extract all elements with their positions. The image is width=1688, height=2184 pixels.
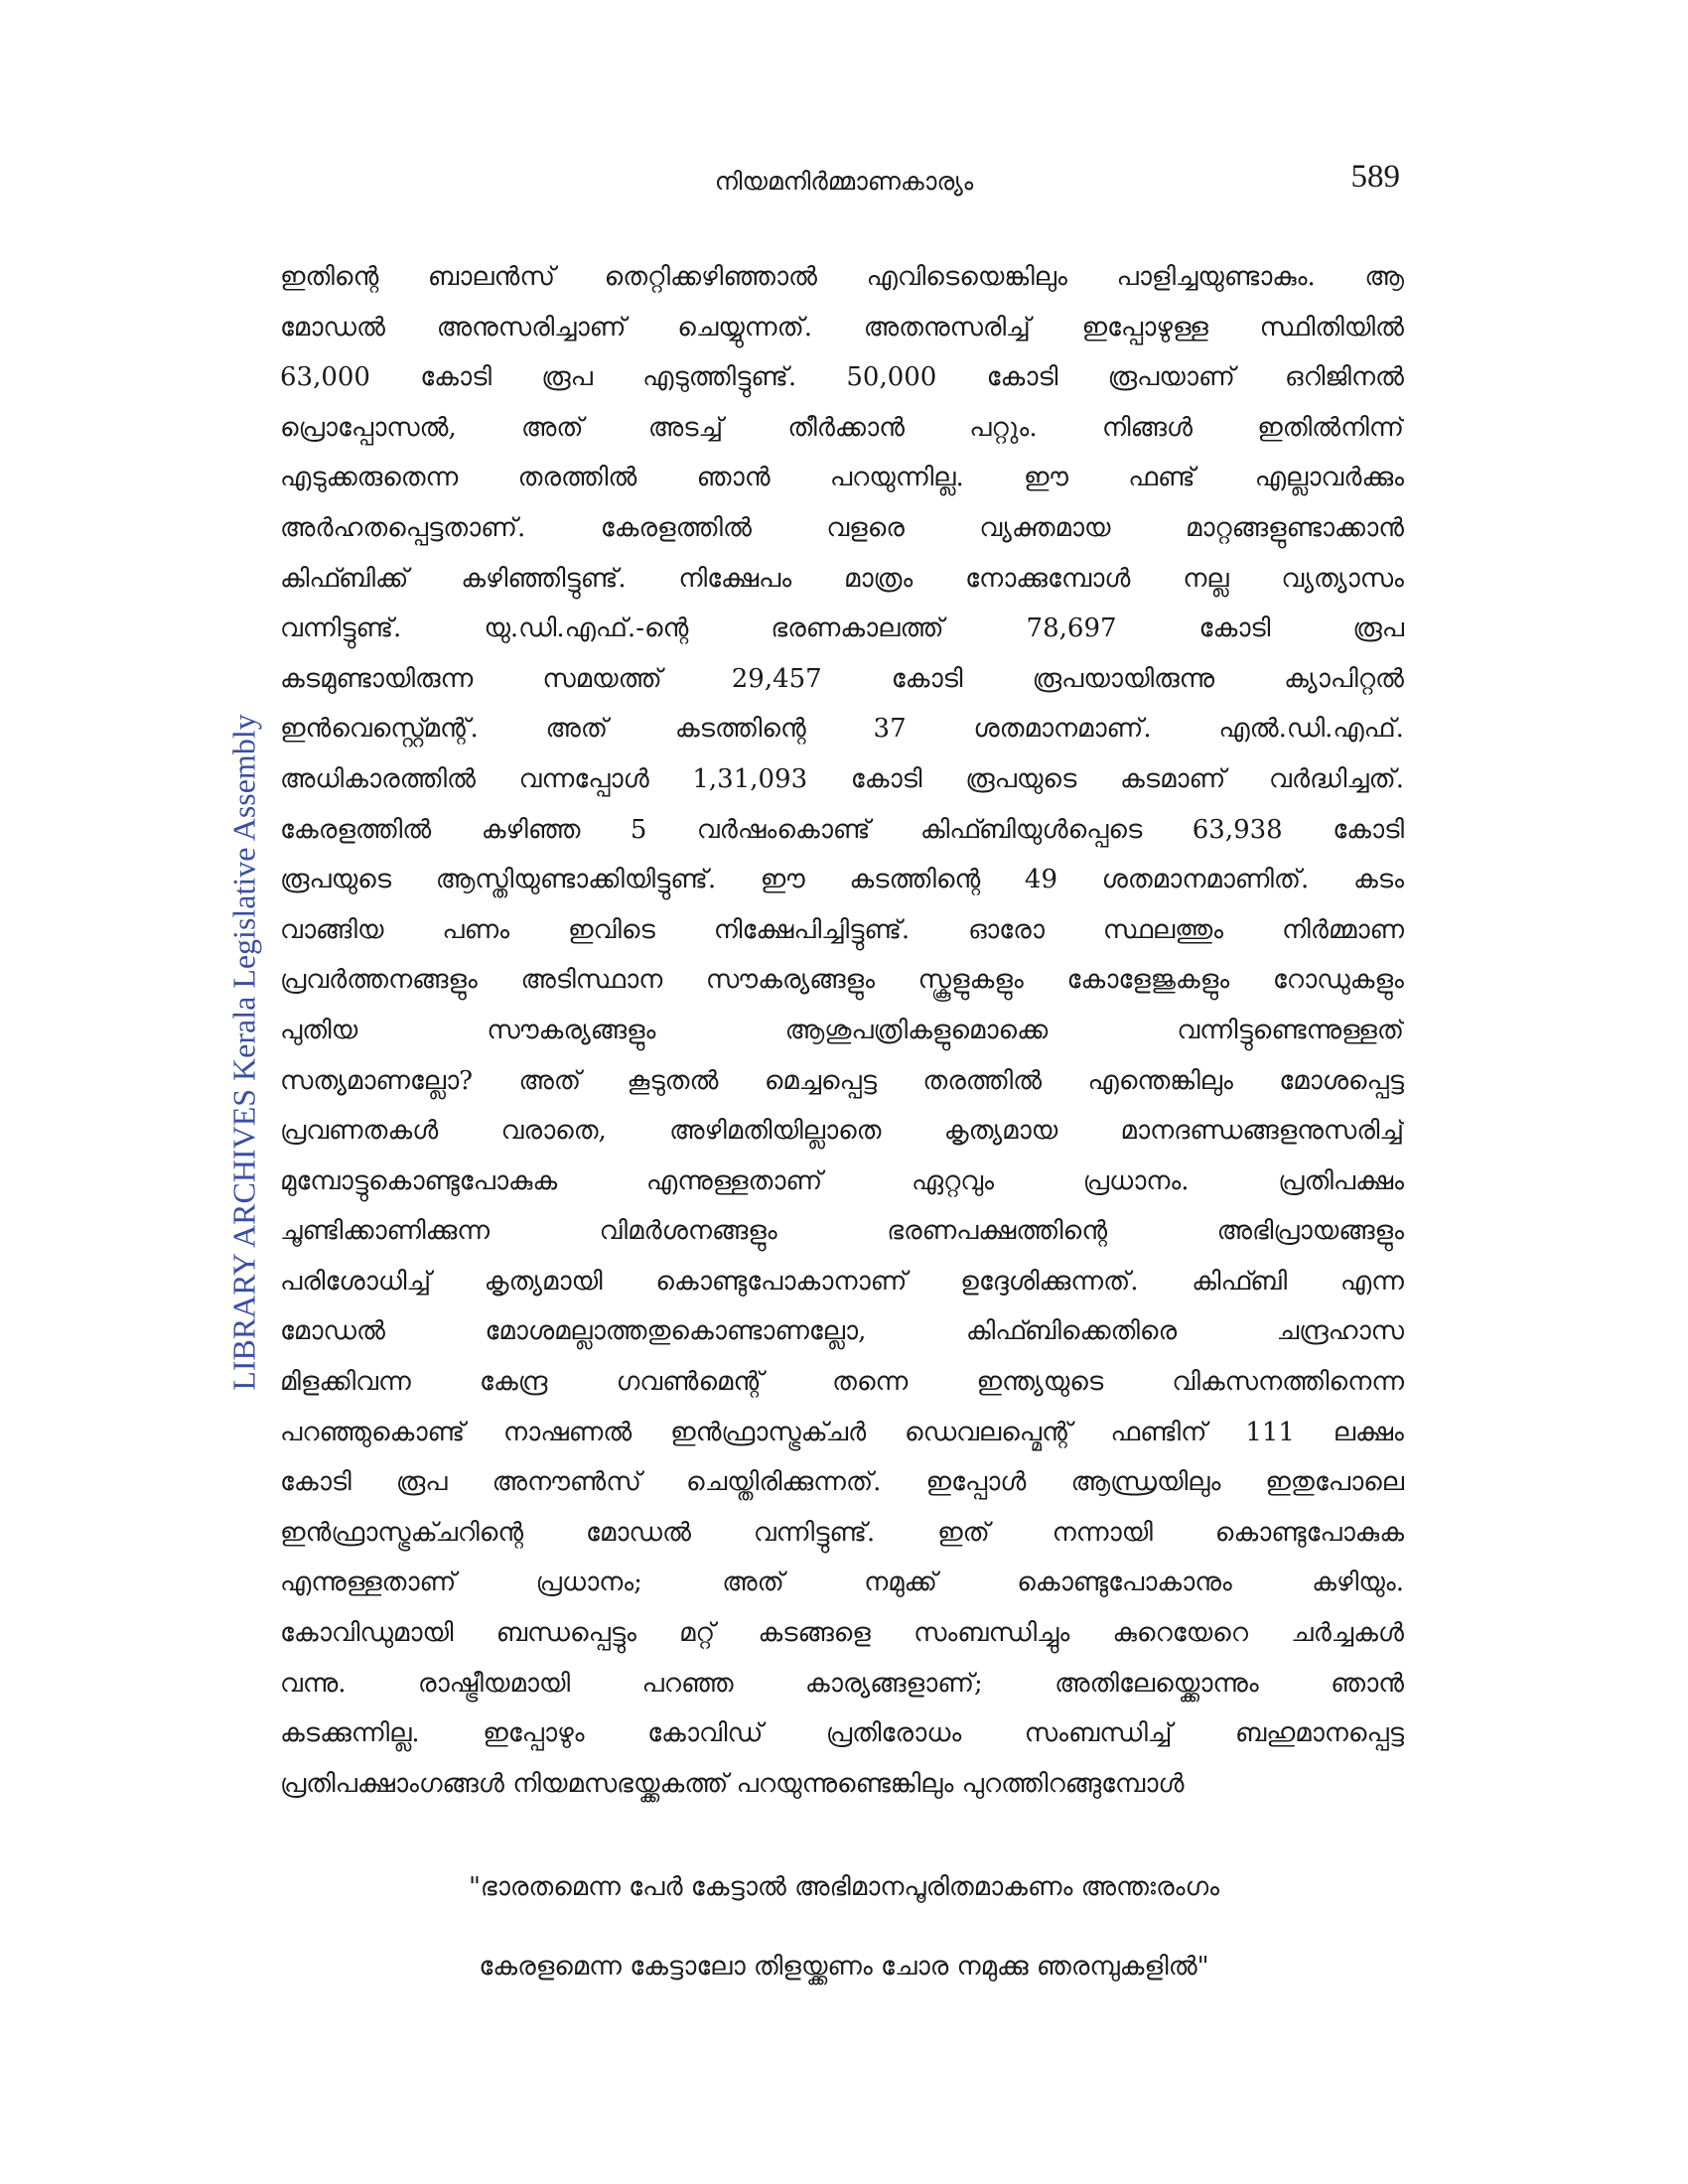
word: നിയമസഭയ്ക്കകത്ത് bbox=[512, 1768, 737, 1799]
word: പ്രതിരോധം bbox=[825, 1718, 962, 1749]
word: കുറെയേറെ bbox=[1112, 1618, 1248, 1649]
word: അർഹതപ്പെട്ടതാണ്. bbox=[280, 512, 526, 543]
body-line bbox=[280, 654, 1404, 705]
word: 1,31,093 bbox=[692, 763, 808, 794]
word: അത് bbox=[722, 1568, 784, 1598]
word: കഴിഞ്ഞിട്ടുണ്ട്. bbox=[461, 563, 627, 594]
word: പറ്റും. bbox=[969, 412, 1038, 443]
word: ഡെവലപ്മെന്റ് bbox=[905, 1417, 1072, 1447]
word: കോടി bbox=[850, 763, 922, 794]
word: പാളിച്ചയുണ്ടാകും. bbox=[1116, 262, 1316, 292]
word: പറഞ്ഞ bbox=[641, 1668, 734, 1699]
word: കോടി bbox=[280, 1467, 352, 1498]
word: വളരെ bbox=[826, 512, 905, 543]
word: വ്യക്തമായ bbox=[979, 512, 1111, 543]
body-line bbox=[280, 604, 1404, 654]
word: ഓരോ bbox=[968, 914, 1045, 945]
word: ഇവിടെ bbox=[567, 914, 655, 945]
word: പരിശോധിച്ച് bbox=[280, 1266, 432, 1297]
word: ചെയ്തിരിക്കുന്നത്. bbox=[686, 1467, 882, 1498]
word: 111 bbox=[1245, 1417, 1295, 1447]
word: വികസനത്തിനെന്ന bbox=[1172, 1367, 1404, 1398]
library-archives-watermark: LIBRARY ARCHIVES Kerala Legislative Assembly bbox=[225, 714, 262, 1391]
word: പ്രതിപക്ഷാംഗങ്ങൾ bbox=[280, 1768, 513, 1799]
word: പ്രതിപക്ഷം bbox=[1278, 1165, 1404, 1196]
word: സംബന്ധിച്ച് bbox=[1024, 1718, 1173, 1749]
word: റോഡുകളും bbox=[1272, 965, 1404, 996]
word: കോടി bbox=[986, 362, 1058, 393]
body-line bbox=[280, 704, 1404, 754]
word: 78,697 bbox=[1026, 614, 1117, 644]
word: 5 bbox=[630, 814, 647, 845]
word: കൂടുതൽ bbox=[627, 1065, 719, 1096]
word: രൂപ bbox=[395, 1467, 448, 1498]
word: ഫണ്ടിന് bbox=[1110, 1417, 1207, 1447]
word: ഞാൻ bbox=[1331, 1668, 1404, 1699]
word: പറയുന്നില്ല. bbox=[829, 463, 964, 493]
word: തെറ്റിക്കഴിഞ്ഞാൽ bbox=[604, 262, 817, 292]
word: സ്ഥിതിയിൽ bbox=[1259, 312, 1404, 342]
word: മുമ്പോട്ടുകൊണ്ടുപോകുക bbox=[280, 1165, 558, 1196]
word: വർഷംകൊണ്ട് bbox=[696, 814, 871, 845]
word: ആന്ധ്രയിലും bbox=[1070, 1467, 1221, 1498]
word: വാങ്ങിയ bbox=[280, 914, 384, 945]
word: അത് bbox=[545, 714, 609, 745]
word: കഴിയും. bbox=[1312, 1568, 1404, 1598]
word: സംബന്ധിച്ചും bbox=[914, 1618, 1070, 1649]
word: നന്നായി bbox=[1052, 1517, 1153, 1548]
word: കടങ്ങളെ bbox=[758, 1618, 871, 1649]
word: മെച്ചപ്പെട്ട bbox=[764, 1065, 877, 1096]
word: പണം bbox=[442, 914, 510, 945]
word: ആ bbox=[1364, 262, 1404, 292]
body-line bbox=[280, 1558, 1404, 1608]
word: മോശമല്ലാത്തതുകൊണ്ടാണല്ലോ, bbox=[485, 1316, 867, 1347]
word: കോടി bbox=[891, 663, 963, 694]
word: കൃത്യമായ bbox=[943, 1116, 1058, 1147]
word: നിങ്ങൾ bbox=[1101, 412, 1193, 443]
word: പറയുന്നുണ്ടെങ്കിലും bbox=[736, 1768, 962, 1799]
word: നമുക്ക് bbox=[864, 1568, 937, 1598]
body-line bbox=[280, 252, 1404, 303]
word: പ്രവർത്തനങ്ങളും bbox=[280, 965, 478, 996]
word: കിഫ്ബിക്ക് bbox=[280, 563, 409, 594]
word: ചെയ്യുന്നത്. bbox=[677, 312, 812, 342]
word: ശതമാനമാണ്. bbox=[973, 714, 1152, 745]
body-line bbox=[280, 453, 1404, 503]
word: തന്നെ bbox=[832, 1367, 909, 1398]
word: കഴിഞ്ഞ bbox=[481, 814, 581, 845]
word: മാറ്റങ്ങളുണ്ടാക്കാൻ bbox=[1185, 512, 1404, 543]
body-line bbox=[280, 1257, 1404, 1307]
body-line bbox=[280, 554, 1404, 605]
word: കിഫ്ബി bbox=[1192, 1266, 1288, 1297]
body-text bbox=[280, 252, 1404, 1809]
word: മോശപ്പെട്ട bbox=[1279, 1065, 1404, 1096]
word: ബന്ധപ്പെട്ടും bbox=[495, 1618, 636, 1649]
word: അടച്ച് bbox=[647, 412, 724, 443]
word: പുതിയ bbox=[280, 1015, 358, 1045]
word: കടമാണ് bbox=[1119, 763, 1226, 794]
word: കടത്തിന്റെ bbox=[849, 865, 981, 895]
word: ചൂണ്ടിക്കാണിക്കുന്ന bbox=[280, 1216, 491, 1247]
body-line bbox=[280, 503, 1404, 554]
word: കൊണ്ടുപോകുക bbox=[1214, 1517, 1404, 1548]
word: അനുസരിച്ചാണ് bbox=[436, 312, 627, 342]
body-line bbox=[280, 1659, 1404, 1709]
word: കടക്കുന്നില്ല. bbox=[280, 1718, 420, 1749]
body-line bbox=[280, 303, 1404, 353]
word: എല്ലാവർക്കും bbox=[1254, 463, 1404, 493]
word: എടുക്കരുതെന്ന bbox=[280, 463, 459, 493]
word: വർദ്ധിച്ചത്. bbox=[1269, 763, 1404, 794]
body-line bbox=[280, 403, 1404, 454]
word: വന്നിട്ടുണ്ട്. bbox=[753, 1517, 876, 1548]
word: ഇതിന്റെ bbox=[280, 262, 379, 292]
word: കേരളത്തിൽ bbox=[600, 512, 752, 543]
word: വന്നിട്ടുണ്ടെന്നുള്ളത് bbox=[1177, 1015, 1404, 1045]
word: ഇത് bbox=[937, 1517, 990, 1548]
word: വരാതെ, bbox=[500, 1116, 607, 1147]
word: ഇതുപോലെ bbox=[1265, 1467, 1404, 1498]
body-line bbox=[280, 1206, 1404, 1257]
word: കടമുണ്ടായിരുന്ന bbox=[280, 663, 474, 694]
word: കിഫ്ബിയുൾപ്പെടെ bbox=[919, 814, 1143, 845]
running-header-title: നിയമനിർമ്മാണകാര്യം bbox=[714, 167, 974, 196]
word: അടിസ്ഥാന bbox=[520, 965, 663, 996]
body-line bbox=[280, 905, 1404, 956]
word: നിക്ഷേപം bbox=[678, 563, 792, 594]
body-line bbox=[280, 1106, 1404, 1157]
word: ഈ bbox=[760, 865, 805, 895]
word: കേന്ദ്ര bbox=[480, 1367, 548, 1398]
word: ഫണ്ട് bbox=[1128, 463, 1196, 493]
word: ബഹുമാനപ്പെട്ട bbox=[1234, 1718, 1404, 1749]
word: 49 bbox=[1024, 865, 1058, 895]
word: അനൗൺസ് bbox=[492, 1467, 641, 1498]
quote-line-1: "ഭാരതമെന്ന പേർ കേട്ടാൽ അഭിമാനപൂരിതമാകണം അന്തഃരംഗം bbox=[468, 1872, 1220, 1902]
body-line bbox=[280, 1608, 1404, 1659]
word: ഭരണകാലത്ത് bbox=[771, 614, 944, 644]
body-line bbox=[280, 352, 1404, 403]
word: ചർച്ചകൾ bbox=[1291, 1618, 1404, 1649]
body-line bbox=[280, 1408, 1404, 1458]
word: മിളക്കിവന്ന bbox=[280, 1367, 411, 1398]
word: നിക്ഷേപിച്ചിട്ടുണ്ട്. bbox=[713, 914, 911, 945]
word: അതിലേയ്ക്കൊന്നും bbox=[1055, 1668, 1259, 1699]
word: ലക്ഷം bbox=[1333, 1417, 1404, 1447]
body-line bbox=[280, 754, 1404, 805]
word: എന്നുള്ളതാണ് bbox=[280, 1568, 457, 1598]
word: കോടി bbox=[1333, 814, 1404, 845]
word: കൊണ്ടുപോകാനും bbox=[1017, 1568, 1232, 1598]
word: മോഡൽ bbox=[280, 1316, 385, 1347]
word: 63,000 bbox=[280, 362, 370, 393]
word: ഈ bbox=[1024, 463, 1068, 493]
word: കോടി bbox=[1198, 614, 1271, 644]
body-line bbox=[280, 805, 1404, 856]
word: ഒറിജിനൽ bbox=[1285, 362, 1404, 393]
word: കേരളത്തിൽ bbox=[280, 814, 432, 845]
body-line bbox=[280, 1056, 1404, 1107]
word: 63,938 bbox=[1192, 814, 1283, 845]
word: മറ്റ് bbox=[679, 1618, 716, 1649]
word: യു.ഡി.എഫ്.-ന്റെ bbox=[484, 614, 689, 644]
word: ഇൻഫ്രാസ്ട്രക്ചറിന്റെ bbox=[280, 1517, 524, 1548]
word: തീർക്കാൻ bbox=[787, 412, 905, 443]
word: പ്രധാനം; bbox=[535, 1568, 642, 1598]
word: രൂപയുടെ bbox=[965, 763, 1077, 794]
word: രൂപ bbox=[541, 362, 593, 393]
word: വന്നിട്ടുണ്ട്. bbox=[280, 614, 402, 644]
quote-line-2: കേരളമെന്ന കേട്ടാലോ തിളയ്ക്കണം ചോര നമുക്കു ഞരമ്പുകളിൽ" bbox=[479, 1952, 1209, 1981]
word: മോഡൽ bbox=[280, 312, 385, 342]
body-line bbox=[280, 955, 1404, 1006]
word: പ്രൊപ്പോസൽ, bbox=[280, 412, 457, 443]
word: കൃത്യമായി bbox=[484, 1266, 603, 1297]
body-line bbox=[280, 1759, 1404, 1810]
word: സൗകര്യങ്ങളും bbox=[487, 1015, 656, 1045]
word: ഇന്ത്യയുടെ bbox=[976, 1367, 1104, 1398]
word: എൽ.ഡി.എഫ്. bbox=[1218, 714, 1404, 745]
word: വന്നു. bbox=[280, 1668, 347, 1699]
word: അഴിമതിയില്ലാതെ bbox=[669, 1116, 882, 1147]
word: കൊണ്ടുപോകാനാണ് bbox=[655, 1266, 908, 1297]
word: തരത്തിൽ bbox=[922, 1065, 1043, 1096]
body-line bbox=[280, 855, 1404, 905]
word: പുറത്തിറങ്ങുമ്പോൾ bbox=[961, 1768, 1185, 1799]
word: ഞാൻ bbox=[696, 463, 771, 493]
word: ബാലൻസ് bbox=[427, 262, 556, 292]
word: തരത്തിൽ bbox=[517, 463, 637, 493]
word: നാഷണൽ bbox=[502, 1417, 633, 1447]
word: കോവിഡ് bbox=[647, 1718, 764, 1749]
word: കോളേജുകളും bbox=[1066, 965, 1230, 996]
body-line bbox=[280, 1157, 1404, 1207]
word: 37 bbox=[873, 714, 907, 745]
word: അത് bbox=[521, 412, 584, 443]
word: കാര്യങ്ങളാണ്; bbox=[804, 1668, 983, 1699]
word: രാഷ്ട്രീയമായി bbox=[417, 1668, 571, 1699]
word: മാത്രം bbox=[844, 563, 914, 594]
word: രൂപ bbox=[1352, 614, 1404, 644]
page-number: 589 bbox=[1350, 159, 1400, 195]
word: വിമർശനങ്ങളും bbox=[599, 1216, 777, 1247]
word: നോക്കുമ്പോൾ bbox=[965, 563, 1131, 594]
word: നിർമ്മാണ bbox=[1282, 914, 1404, 945]
word: ആസ്തിയുണ്ടാക്കിയിട്ടുണ്ട്. bbox=[435, 865, 717, 895]
word: ചന്ദ്രഹാസ bbox=[1276, 1316, 1404, 1347]
word: സ്കൂളുകളും bbox=[917, 965, 1024, 996]
word: ശതമാനമാണിത്. bbox=[1101, 865, 1310, 895]
word: ഇൻവെസ്റ്റ്മെന്റ്. bbox=[280, 714, 479, 745]
word: ക്യാപിറ്റൽ bbox=[1284, 663, 1404, 694]
word: ആശുപത്രികളുമൊക്കെ bbox=[784, 1015, 1049, 1045]
body-line bbox=[280, 1357, 1404, 1408]
word: 50,000 bbox=[846, 362, 937, 393]
word: എവിടെയെങ്കിലും bbox=[866, 262, 1067, 292]
word: ഇപ്പോഴും bbox=[483, 1718, 585, 1749]
word: കടത്തിന്റെ bbox=[674, 714, 806, 745]
word: പ്രധാനം. bbox=[1082, 1165, 1190, 1196]
word: പറഞ്ഞുകൊണ്ട് bbox=[280, 1417, 466, 1447]
word: രൂപയായിരുന്നു bbox=[1032, 663, 1215, 694]
word: മോഡൽ bbox=[586, 1517, 691, 1548]
body-line bbox=[280, 1508, 1404, 1559]
word: സ്ഥലത്തും bbox=[1102, 914, 1224, 945]
body-line bbox=[280, 1708, 1404, 1759]
word: കിഫ്ബിക്കെതിരെ bbox=[965, 1316, 1178, 1347]
word: രൂപയുടെ bbox=[280, 865, 392, 895]
word: മാനദണ്ഡങ്ങളനുസരിച്ച് bbox=[1120, 1116, 1404, 1147]
word: ഇതിൽനിന്ന് bbox=[1257, 412, 1404, 443]
word: 29,457 bbox=[731, 663, 822, 694]
word: സമയത്ത് bbox=[542, 663, 662, 694]
word: അധികാരത്തിൽ bbox=[280, 763, 477, 794]
word: ഭരണപക്ഷത്തിന്റെ bbox=[887, 1216, 1108, 1247]
word: എടുത്തിട്ടുണ്ട്. bbox=[642, 362, 797, 393]
word: കടം bbox=[1352, 865, 1404, 895]
word: ഗവൺമെന്റ് bbox=[616, 1367, 764, 1398]
body-line bbox=[280, 1306, 1404, 1357]
word: ഇൻഫ്രാസ്ട്രക്ചർ bbox=[670, 1417, 867, 1447]
word: സത്യമാണല്ലോ? bbox=[280, 1065, 474, 1096]
body-line bbox=[280, 1006, 1404, 1056]
body-line bbox=[280, 1457, 1404, 1508]
word: ഇപ്പോൾ bbox=[925, 1467, 1027, 1498]
word: പ്രവണതകൾ bbox=[280, 1116, 439, 1147]
word: നല്ല bbox=[1183, 563, 1229, 594]
word: രൂപയാണ് bbox=[1107, 362, 1235, 393]
word: കോവിഡുമായി bbox=[280, 1618, 454, 1649]
word: അതനുസരിച്ച് bbox=[863, 312, 1031, 342]
word: ഇപ്പോഴുള്ള bbox=[1081, 312, 1208, 342]
word: എന്തെങ്കിലും bbox=[1087, 1065, 1233, 1096]
word: സൗകര്യങ്ങളും bbox=[705, 965, 875, 996]
word: ഏറ്റവും bbox=[911, 1165, 995, 1196]
word: അത് bbox=[518, 1065, 581, 1096]
word: എന്നുള്ളതാണ് bbox=[645, 1165, 823, 1196]
word: വ്യത്യാസം bbox=[1281, 563, 1404, 594]
word: അഭിപ്രായങ്ങളും bbox=[1216, 1216, 1404, 1247]
word: ഉദ്ദേശിക്കുന്നത്. bbox=[960, 1266, 1139, 1297]
word: കോടി bbox=[420, 362, 492, 393]
word: വന്നപ്പോൾ bbox=[518, 763, 649, 794]
word: എന്ന bbox=[1339, 1266, 1404, 1297]
